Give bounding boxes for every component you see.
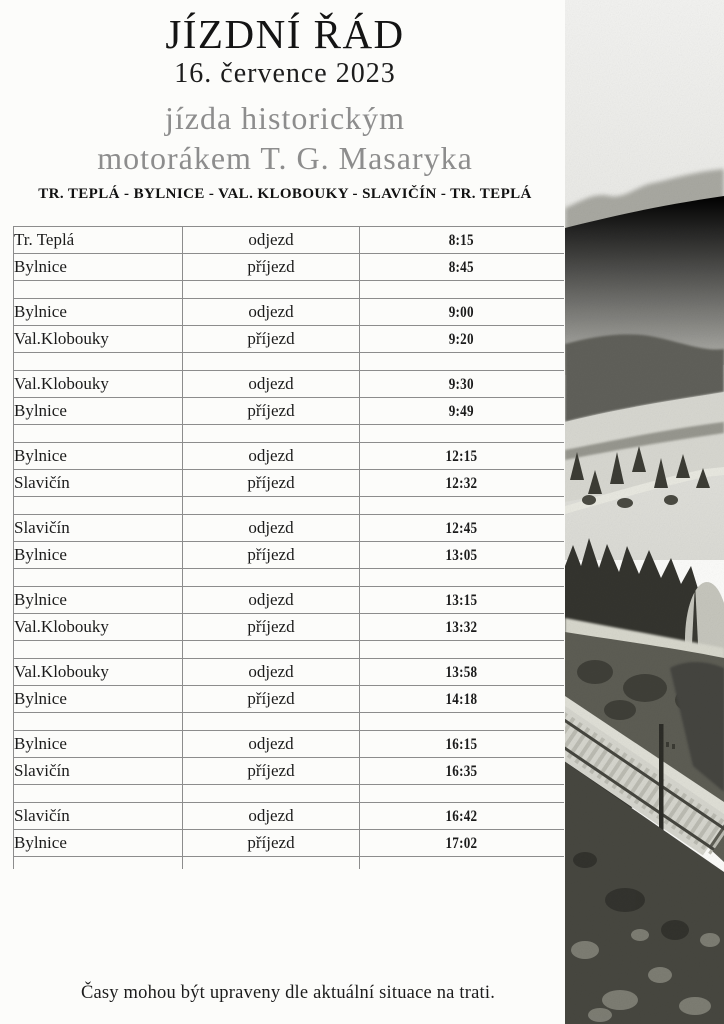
spacer-cell — [14, 281, 183, 299]
event-cell: příjezd — [183, 614, 360, 641]
spacer-cell — [183, 425, 360, 443]
station-cell: Bylnice — [14, 542, 183, 569]
station-cell: Slavičín — [14, 470, 183, 497]
time-cell — [360, 686, 564, 713]
timetable — [13, 226, 564, 869]
timetable-row — [14, 227, 564, 254]
timetable-row — [14, 299, 564, 326]
time-cell — [360, 443, 564, 470]
time-value: 12:45 — [445, 520, 478, 537]
timetable-row — [14, 470, 564, 497]
timetable-row — [14, 803, 564, 830]
time-cell — [360, 587, 564, 614]
spacer-cell — [183, 641, 360, 659]
timetable-row — [14, 515, 564, 542]
subtitle-line-1: jízda historickým — [164, 100, 406, 136]
spacer-row — [14, 713, 564, 731]
station-cell: Bylnice — [14, 731, 183, 758]
timetable-row — [14, 758, 564, 785]
station-cell: Tr. Teplá — [14, 227, 183, 254]
time-cell — [360, 830, 564, 857]
station-cell: Bylnice — [14, 398, 183, 425]
spacer-cell — [360, 497, 564, 515]
spacer-cell — [360, 713, 564, 731]
station-cell: Bylnice — [14, 686, 183, 713]
event-cell: odjezd — [183, 443, 360, 470]
spacer-cell — [183, 785, 360, 803]
time-value: 14:18 — [445, 691, 478, 708]
time-cell — [360, 470, 564, 497]
spacer-row — [14, 281, 564, 299]
station-cell: Bylnice — [14, 587, 183, 614]
spacer-cell — [14, 569, 183, 587]
time-value: 16:15 — [445, 736, 478, 753]
time-value: 13:05 — [445, 547, 478, 564]
time-value: 13:15 — [445, 592, 478, 609]
event-cell: odjezd — [183, 659, 360, 686]
time-cell — [360, 758, 564, 785]
spacer-cell — [360, 641, 564, 659]
time-value: 16:35 — [445, 763, 478, 780]
time-cell — [360, 542, 564, 569]
spacer-cell — [360, 281, 564, 299]
spacer-cell — [14, 641, 183, 659]
event-cell: odjezd — [183, 515, 360, 542]
station-cell: Bylnice — [14, 443, 183, 470]
spacer-cell — [14, 425, 183, 443]
event-cell: příjezd — [183, 758, 360, 785]
time-value: 9:49 — [449, 403, 475, 420]
timetable-row — [14, 542, 564, 569]
station-cell: Val.Klobouky — [14, 659, 183, 686]
timetable-row — [14, 731, 564, 758]
event-cell: odjezd — [183, 227, 360, 254]
event-cell: odjezd — [183, 587, 360, 614]
time-cell — [360, 398, 564, 425]
event-cell: příjezd — [183, 398, 360, 425]
stub-cell — [14, 857, 183, 869]
spacer-row — [14, 353, 564, 371]
station-cell: Slavičín — [14, 758, 183, 785]
spacer-cell — [360, 569, 564, 587]
timetable-row — [14, 443, 564, 470]
station-cell: Val.Klobouky — [14, 326, 183, 353]
subtitle-line-2: motorákem T. G. Masaryka — [97, 140, 473, 176]
timetable-row — [14, 659, 564, 686]
spacer-cell — [360, 785, 564, 803]
page-title: JÍZDNÍ ŘÁD — [165, 11, 405, 57]
time-cell — [360, 299, 564, 326]
timetable-row — [14, 326, 564, 353]
spacer-cell — [183, 713, 360, 731]
station-cell: Val.Klobouky — [14, 614, 183, 641]
station-cell: Slavičín — [14, 803, 183, 830]
timetable-row — [14, 587, 564, 614]
spacer-cell — [183, 353, 360, 371]
station-cell: Bylnice — [14, 254, 183, 281]
time-cell — [360, 371, 564, 398]
spacer-row — [14, 425, 564, 443]
time-value: 9:20 — [449, 331, 475, 348]
time-value: 12:32 — [445, 475, 478, 492]
event-cell: příjezd — [183, 830, 360, 857]
timetable-row — [14, 371, 564, 398]
railway-landscape-photo — [565, 0, 724, 1024]
time-cell — [360, 803, 564, 830]
spacer-row — [14, 569, 564, 587]
station-cell: Val.Klobouky — [14, 371, 183, 398]
table-stub-row — [14, 857, 564, 869]
time-value: 9:00 — [449, 304, 475, 321]
event-cell: příjezd — [183, 326, 360, 353]
event-cell: příjezd — [183, 254, 360, 281]
time-cell — [360, 326, 564, 353]
timetable-row — [14, 830, 564, 857]
station-cell: Slavičín — [14, 515, 183, 542]
timetable-row — [14, 614, 564, 641]
spacer-cell — [183, 281, 360, 299]
spacer-cell — [14, 497, 183, 515]
time-cell — [360, 731, 564, 758]
timetable-row — [14, 254, 564, 281]
timetable-row — [14, 398, 564, 425]
time-cell — [360, 614, 564, 641]
spacer-row — [14, 785, 564, 803]
time-cell — [360, 515, 564, 542]
route-line: TR. TEPLÁ - BYLNICE - VAL. KLOBOUKY - SLAVIČÍN - TR. TEPLÁ — [38, 186, 532, 202]
railway-photo-illustration — [565, 0, 724, 1024]
spacer-cell — [360, 353, 564, 371]
time-value: 12:15 — [445, 448, 478, 465]
time-value: 16:42 — [445, 808, 478, 825]
time-value: 8:15 — [449, 232, 475, 249]
time-value: 8:45 — [449, 259, 475, 276]
spacer-cell — [183, 497, 360, 515]
time-cell — [360, 659, 564, 686]
station-cell: Bylnice — [14, 299, 183, 326]
event-cell: odjezd — [183, 299, 360, 326]
stub-cell — [360, 857, 564, 869]
time-cell — [360, 254, 564, 281]
timetable-row — [14, 686, 564, 713]
event-date: 16. července 2023 — [174, 58, 396, 89]
event-cell: příjezd — [183, 542, 360, 569]
event-cell: odjezd — [183, 803, 360, 830]
stub-cell — [183, 857, 360, 869]
spacer-cell — [360, 425, 564, 443]
spacer-row — [14, 641, 564, 659]
spacer-row — [14, 497, 564, 515]
spacer-cell — [183, 569, 360, 587]
time-value: 13:58 — [445, 664, 478, 681]
event-cell: odjezd — [183, 731, 360, 758]
spacer-cell — [14, 713, 183, 731]
event-cell: příjezd — [183, 686, 360, 713]
spacer-cell — [14, 785, 183, 803]
time-value: 9:30 — [449, 376, 475, 393]
station-cell: Bylnice — [14, 830, 183, 857]
event-cell: příjezd — [183, 470, 360, 497]
footer-note: Časy mohou být upraveny dle aktuální situace na trati. — [80, 983, 496, 1003]
time-cell — [360, 227, 564, 254]
spacer-cell — [14, 353, 183, 371]
time-value: 13:32 — [445, 619, 478, 636]
time-value: 17:02 — [445, 835, 478, 852]
event-cell: odjezd — [183, 371, 360, 398]
